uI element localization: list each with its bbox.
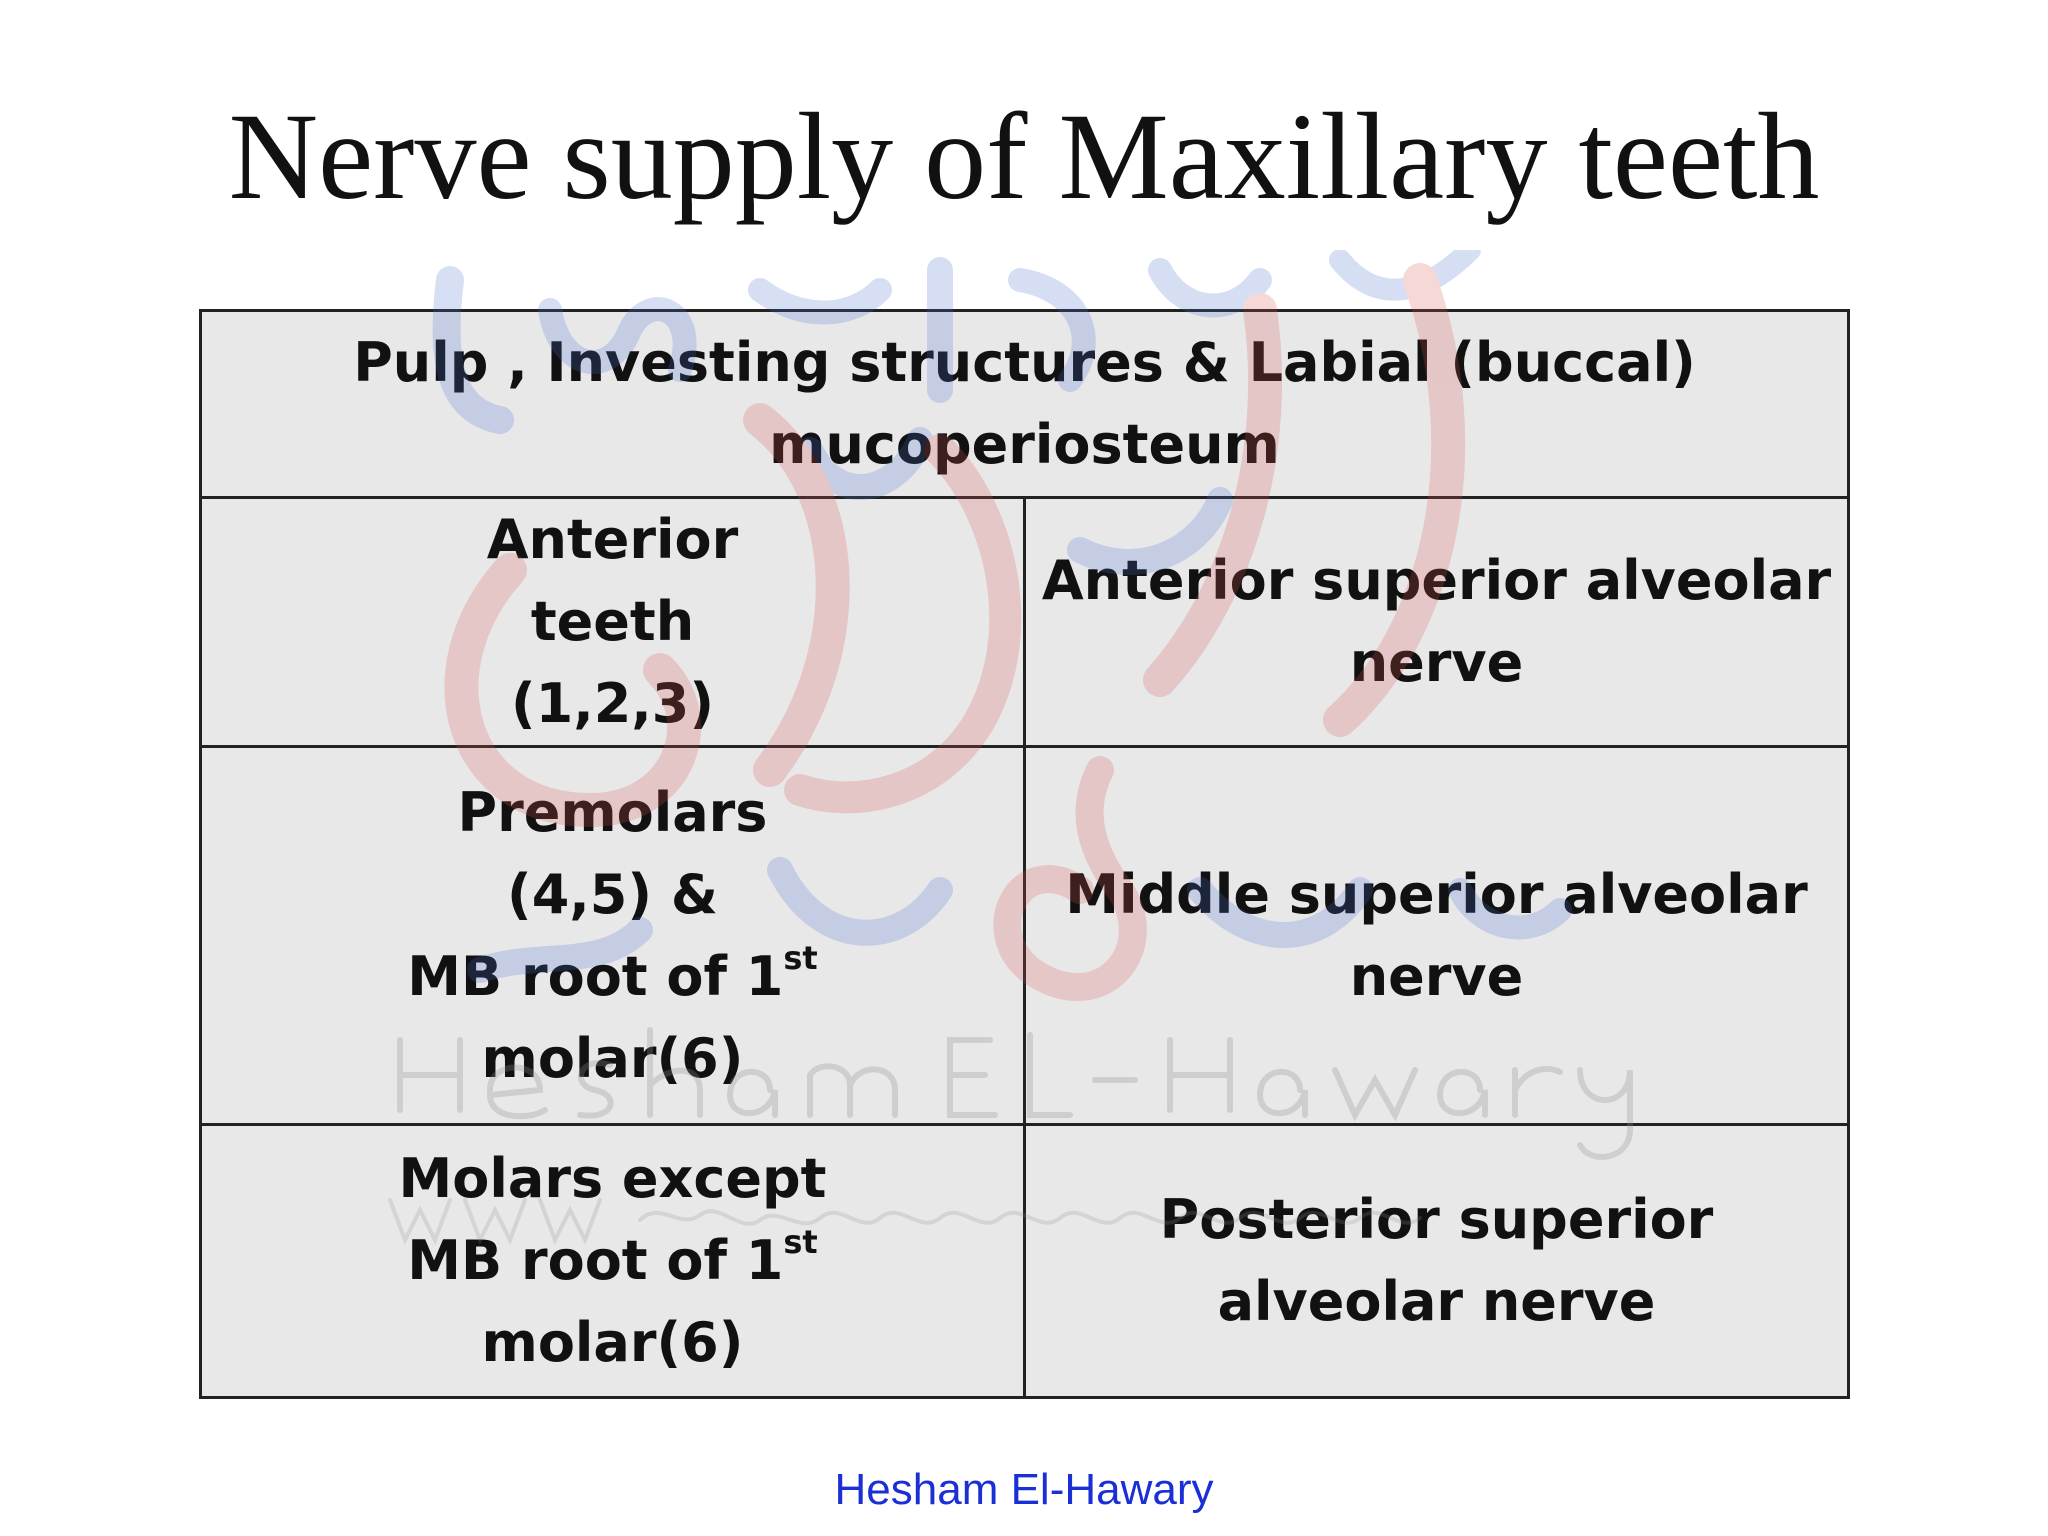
nerve-text: Posterior superior alveolar nerve xyxy=(1159,1188,1714,1333)
teeth-cell-premolars xyxy=(201,747,1025,1125)
teeth-cell-molars xyxy=(201,1125,1025,1398)
superscript: st xyxy=(783,1223,818,1261)
nerve-cell-anterior xyxy=(1025,498,1849,747)
table-row xyxy=(201,498,1849,747)
teeth-text: Molars except xyxy=(398,1147,827,1210)
nerve-supply-table xyxy=(199,309,1850,1399)
teeth-text: MB root of 1 xyxy=(407,1229,784,1292)
teeth-text: Anterior teeth xyxy=(486,508,739,653)
teeth-text: molar(6) xyxy=(481,1311,744,1374)
footer-author: Hesham El-Hawary xyxy=(834,1465,1214,1514)
teeth-text: MB root of 1 xyxy=(407,944,784,1008)
teeth-text: Premolars xyxy=(457,780,768,844)
table-row xyxy=(201,1125,1849,1398)
teeth-cell-anterior xyxy=(201,498,1025,747)
slide-title: Nerve supply of Maxillary teeth xyxy=(228,88,1820,225)
nerve-text: Anterior superior alveolar nerve xyxy=(1041,549,1832,694)
teeth-text: molar(6) xyxy=(481,1026,744,1090)
teeth-text: (4,5) & xyxy=(507,862,718,926)
table-row xyxy=(201,747,1849,1125)
nerve-cell-posterior xyxy=(1025,1125,1849,1398)
teeth-text: (1,2,3) xyxy=(510,672,715,735)
table-header-row xyxy=(201,311,1849,498)
table-header-cell xyxy=(201,311,1849,498)
table-header-text: Pulp , Investing structures & Labial (buccal) mucoperiosteum xyxy=(353,331,1696,476)
superscript: st xyxy=(783,938,818,977)
nerve-cell-middle xyxy=(1025,747,1849,1125)
nerve-text: Middle superior alveolar nerve xyxy=(1065,862,1808,1008)
